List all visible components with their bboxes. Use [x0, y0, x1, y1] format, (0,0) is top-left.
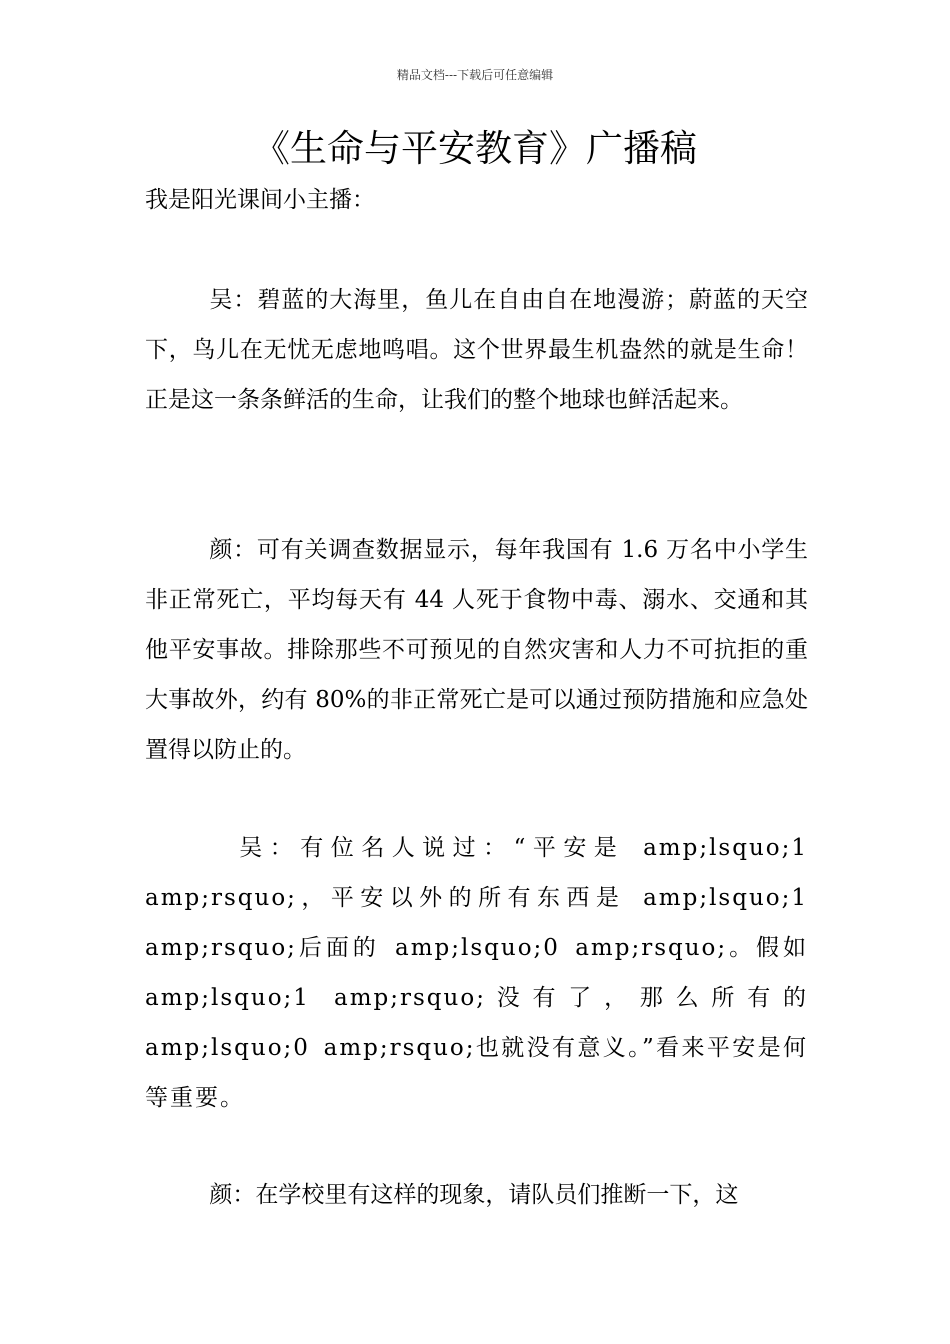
- document-title: 《生命与平安教育》广播稿: [253, 127, 697, 170]
- page-header: 精品文档---下载后可任意编辑: [396, 68, 554, 82]
- paragraph-4: 颜：在学校里有这样的现象，请队员们推断一下，这: [209, 1182, 739, 1208]
- paragraph-2: 颜：可有关调查数据显示，每年我国有 1.6 万名中小学生非正常死亡，平均每天有 44 人死于食物中毒、溺水、交通和其他平安事故。排除那些不可预见的自然灾害和人力不可抗拒的重大事故外，约有 80%的非正常死亡是可以通过预防措施和应急处置得以防止的。: [145, 537, 808, 763]
- paragraph-3: 吴：有位名人说过：“平安是 amp;lsquo;1 amp;rsquo;，平安以外的所有东西是 amp;lsquo;1 amp;rsquo;后面的 amp;lsquo;0 amp;rsquo;。假如 amp;lsquo;1 amp;rsquo;没有了，那么所有的 amp;lsquo;0 amp;rsquo;也就没有意义。”看来平安是何等重要。: [145, 835, 808, 1111]
- paragraph-1: 吴：碧蓝的大海里，鱼儿在自由自在地漫游；蔚蓝的天空下，鸟儿在无忧无虑地鸣唱。这个世界最生机盎然的就是生命！正是这一条条鲜活的生命，让我们的整个地球也鲜活起来。: [145, 287, 808, 413]
- intro-line: 我是阳光课间小主播：: [145, 187, 375, 213]
